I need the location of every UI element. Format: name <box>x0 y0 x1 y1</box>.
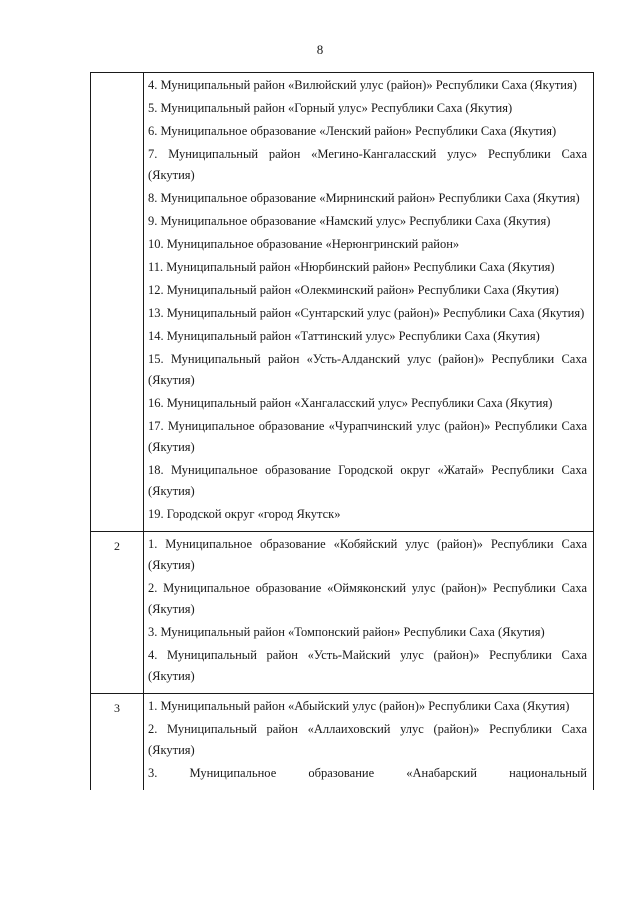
district-item: 4. Муниципальный район «Вилюйский улус (район)» Республики Саха (Якутия) <box>148 78 577 92</box>
district-item: 6. Муниципальное образование «Ленский район» Республики Саха (Якутия) <box>148 124 557 138</box>
district-item: 12. Муниципальный район «Олекминский район» Республики Саха (Якутия) <box>148 283 559 297</box>
district-item: 1. Муниципальный район «Абыйский улус (район)» Республики Саха (Якутия) <box>148 699 570 713</box>
district-item: 18. Муниципальное образование Городской округ «Жатай» Республики Саха (Якутия) <box>148 463 587 498</box>
table-row <box>91 694 594 791</box>
district-list-cell <box>144 694 594 791</box>
district-item: 14. Муниципальный район «Таттинский улус» Республики Саха (Якутия) <box>148 329 540 343</box>
district-item: 4. Муниципальный район «Усть-Майский улус (район)» Республики Саха (Якутия) <box>148 648 587 683</box>
district-item: 10. Муниципальное образование «Нерюнгринский район» <box>148 237 460 251</box>
district-item: 16. Муниципальный район «Хангаласский улус» Республики Саха (Якутия) <box>148 396 553 410</box>
district-item: 15. Муниципальный район «Усть-Алданский улус (район)» Республики Саха (Якутия) <box>148 352 587 387</box>
district-item: 2. Муниципальный район «Аллаиховский улус (район)» Республики Саха (Якутия) <box>148 722 587 757</box>
district-item: 9. Муниципальное образование «Намский улус» Республики Саха (Якутия) <box>148 214 551 228</box>
row-number-cell <box>91 694 144 791</box>
district-list-cell <box>144 532 594 694</box>
row-number: 3 <box>114 701 120 715</box>
district-item: 17. Муниципальное образование «Чурапчинский улус (район)» Республики Саха (Якутия) <box>148 419 587 454</box>
district-item: 2. Муниципальное образование «Оймяконский улус (район)» Республики Саха (Якутия) <box>148 581 587 616</box>
row-number-cell <box>91 73 144 532</box>
table-row <box>91 73 594 532</box>
district-item: 3. Муниципальное образование «Анабарский национальный <box>148 766 587 780</box>
district-item: 3. Муниципальный район «Томпонский район» Республики Саха (Якутия) <box>148 625 545 639</box>
districts-table <box>90 72 594 790</box>
district-item: 5. Муниципальный район «Горный улус» Республики Саха (Якутия) <box>148 101 513 115</box>
row-number: 2 <box>114 539 120 553</box>
district-item: 1. Муниципальное образование «Кобяйский улус (район)» Республики Саха (Якутия) <box>148 537 587 572</box>
district-item: 19. Городской округ «город Якутск» <box>148 507 341 521</box>
district-item: 13. Муниципальный район «Сунтарский улус (район)» Республики Саха (Якутия) <box>148 306 585 320</box>
district-list-cell <box>144 73 594 532</box>
row-number <box>91 77 143 80</box>
row-number-cell <box>91 532 144 694</box>
district-item: 8. Муниципальное образование «Мирнинский район» Республики Саха (Якутия) <box>148 191 580 205</box>
district-item: 11. Муниципальный район «Нюрбинский район» Республики Саха (Якутия) <box>148 260 555 274</box>
district-item: 7. Муниципальный район «Мегино-Кангаласский улус» Республики Саха (Якутия) <box>148 147 587 182</box>
page-number: 8 <box>316 42 324 57</box>
table-row <box>91 532 594 694</box>
